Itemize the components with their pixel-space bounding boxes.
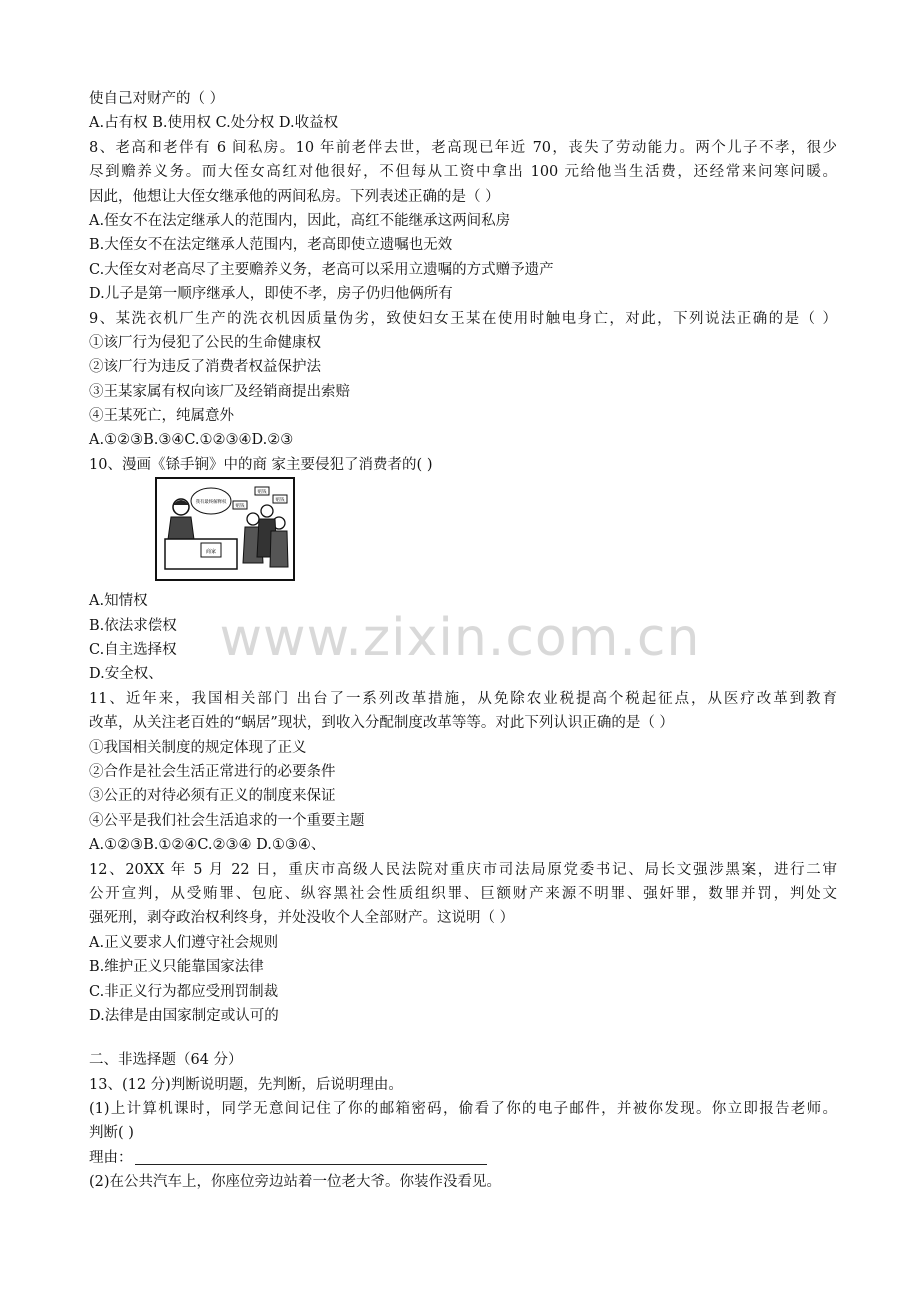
q13-reason-row [89,1146,849,1170]
q13-part-1: (1)上计算机课时，同学无意间记住了你的邮箱密码，偷看了你的电子邮件，并被你发现。你立即报告老师。 [89,1101,837,1118]
q11-statement-2: ②合作是社会生活正常进行的必要条件 [89,763,336,780]
q8-option-b: B.大侄女不在法定继承人范围内，老高即使立遗嘱也无效 [89,237,453,254]
customer-bubble-1: 赔钱 [235,504,245,510]
cartoon-container [89,477,849,589]
q8-option-d: D.儿子是第一顺序继承人，即使不孝，房子仍归他俩所有 [89,286,453,303]
q11-options: A.①②③B.①②④C.②③④ D.①③④、 [89,837,326,854]
section-gap [89,1028,849,1048]
q10-option-b: B.依法求偿权 [89,617,177,634]
q9-statement-3: ③王某家属有权向该厂及经销商提出索赔 [89,383,350,400]
q10-stem: 10、漫画《铩手锏》中的商 家主要侵犯了消费者的( ) [89,456,433,473]
customer-bubble-2: 赔钱 [257,490,267,496]
q7-stem-end: 使自己对财产的（ ） [89,91,225,107]
q11-stem-line-1: 11、近年来，我国相关部门 出台了一系列改革措施，从免除农业税提高个税起征点，从医疗改革到教育 [89,690,837,707]
q8-stem-line-3: 因此，他想让大侄女继承他的两间私房。下列表述正确的是（ ） [89,188,500,205]
q11-stem-line-2: 改革，从关注老百姓的“蜗居”现状，到收入分配制度改革等等。对此下列认识正确的是（ ） [89,715,674,732]
q11-statement-1: ①我国相关制度的规定体现了正义 [89,739,307,756]
q9-options: A.①②③B.③④C.①②③④D.②③ [89,432,294,449]
q8-option-c: C.大侄女对老高尽了主要赡养义务，老高可以采用立遗嘱的方式赠予遗产 [89,261,554,278]
q12-stem-line-1: 12、20XX 年 5 月 22 日，重庆市高级人民法院对重庆市司法局原党委书记、局长文强涉黑案，进行二审 [89,861,837,878]
q8-stem-line-1: 8、老高和老伴有 6 间私房。10 年前老伴去世，老高现已年近 70，丧失了劳动能力。两个儿子不孝，很少 [89,139,837,156]
q11-statement-3: ③公正的对待必须有正义的制度来保证 [89,788,336,805]
q12-stem-line-2: 公开宣判，从受贿罪、包庇、纵容黑社会性质组织罪、巨额财产来源不明罪、强奸罪，数罪并罚，判处文 [89,885,837,902]
q13-judgement: 判断( ) [89,1125,134,1142]
q7-options: A.占有权 B.使用权 C.处分权 D.收益权 [89,115,339,132]
q13-part-2: (2)在公共汽车上，你座位旁边站着一位老大爷。你装作没看见。 [89,1174,502,1191]
q12-option-d: D.法律是由国家制定或认可的 [89,1007,279,1024]
q11-statement-4: ④公平是我们社会生活追求的一个重要主题 [89,812,365,829]
q10-option-a: A.知情权 [89,593,148,610]
q13-stem: 13、(12 分)判断说明题，先判断，后说明理由。 [89,1076,403,1093]
q13-reason-label: 理由： [89,1149,133,1166]
q9-stem: 9、某洗衣机厂生产的洗衣机因质量伪劣，致使妇女王某在使用时触电身亡，对此，下列说法正确的是（ ） [89,310,837,327]
section-2-heading: 二、非选择题（64 分） [89,1052,243,1069]
q8-option-a: A.侄女不在法定继承人的范围内，因此，高红不能继承这两间私房 [89,212,511,229]
cartoon-image [155,477,295,581]
q9-statement-1: ①该厂行为侵犯了公民的生命健康权 [89,334,321,351]
desk-label: 商家 [205,549,217,556]
q9-statement-2: ②该厂行为违反了消费者权益保护法 [89,359,321,376]
answer-blank[interactable] [135,1149,487,1165]
q12-option-c: C.非正义行为都应受刑罚制裁 [89,983,279,1000]
q8-stem-line-2: 尽到赡养义务。而大侄女高红对他很好，不但每从工资中拿出 100 元给他当生活费，还经常来问寒问暖。 [89,164,837,181]
customer-bubble-3: 赔钱 [275,498,285,504]
q9-statement-4: ④王某死亡，纯属意外 [89,408,234,425]
q12-option-a: A.正义要求人们遵守社会规则 [89,934,279,951]
q12-stem-line-3: 强死刑，剥夺政治权利终身，并处没收个人全部财产。这说明（ ） [89,910,515,927]
q12-option-b: B.维护正义只能靠国家法律 [89,959,264,976]
boss-speech: 我有最终解释权 [195,500,227,506]
document-page [89,87,849,1195]
q10-option-c: C.自主选择权 [89,642,177,659]
watermark: www.zixin.com.cn [219,608,701,668]
q10-option-d: D.安全权、 [89,666,163,683]
